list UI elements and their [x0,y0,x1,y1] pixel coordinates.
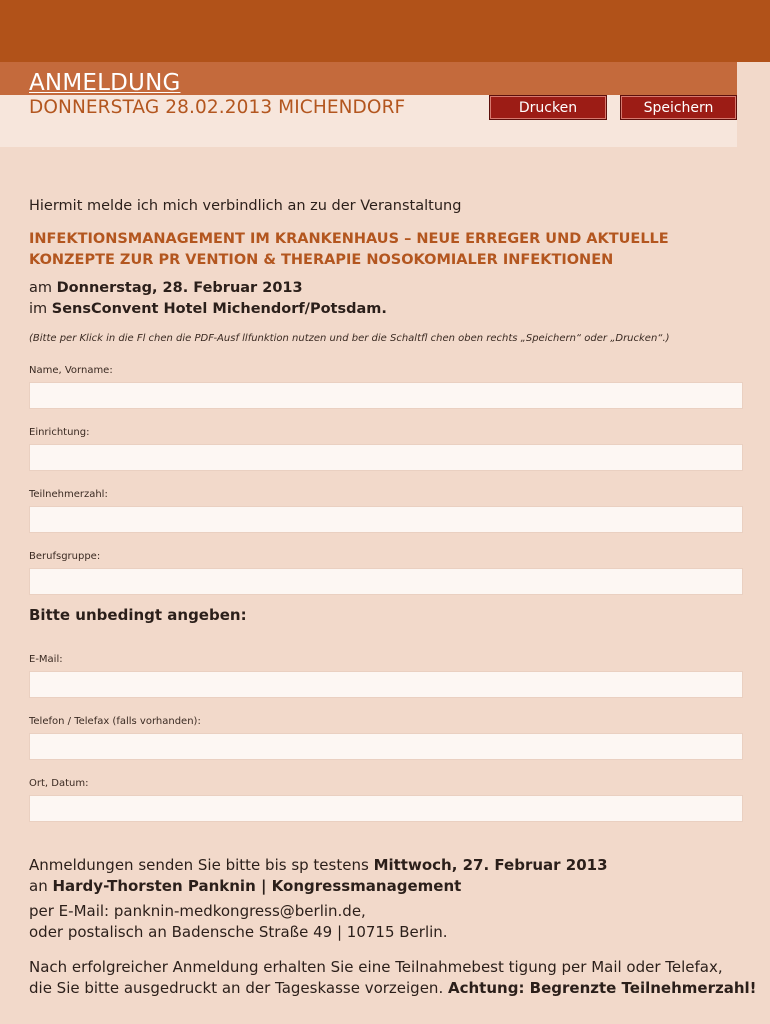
phone-field[interactable] [29,733,743,760]
event-day: Donnerstag, 28. Februar 2013 [56,280,303,296]
event-venue: SensConvent Hotel Michendorf/Potsdam. [51,301,387,317]
institution-label: Einrichtung: [29,427,90,438]
name-label: Name, Vorname: [29,365,113,376]
event-date: DONNERSTAG 28.02.2013 MICHENDORF [29,97,406,118]
recipient-line [29,877,461,895]
recipient-name: Hardy-Thorsten Panknin | Kongressmanagement [52,877,462,895]
event-where [29,301,387,317]
deadline-text: Anmeldungen senden Sie bitte bis sp testens [29,856,369,874]
fill-hint: (Bitte per Klick in die Fl chen die PDF-Ausf llfunktion nutzen und ber die Schaltfl chen oben rechts „Speichern“ oder „Drucken“.) [29,333,670,344]
intro-text: Hiermit melde ich mich verbindlich an zu der Veranstaltung [29,198,462,214]
email-contact-line: per E-Mail: panknin-medkongress@berlin.de, [29,902,366,920]
capacity-warning: Achtung: Begrenzte Teilnehmerzahl! [448,979,757,997]
event-name-line-1: INFEKTIONSMANAGEMENT IM KRANKENHAUS – NEUE ERREGER UND AKTUELLE [29,231,669,247]
where-prefix: im [29,301,48,317]
deadline-line [29,856,608,874]
place-date-field[interactable] [29,795,743,822]
confirmation-line-2 [29,979,757,997]
institution-field[interactable] [29,444,743,471]
name-field[interactable] [29,382,743,409]
deadline-date: Mittwoch, 27. Februar 2013 [373,856,608,874]
print-button[interactable]: Drucken [489,95,607,120]
save-button[interactable]: Speichern [620,95,737,120]
event-name [29,229,749,271]
confirmation-line-1: Nach erfolgreicher Anmeldung erhalten Sie eine Teilnahmebest tigung per Mail oder Telefax, [29,958,723,976]
page-title: ANMELDUNG [29,70,181,96]
phone-label: Telefon / Telefax (falls vorhanden): [29,716,201,727]
participants-field[interactable] [29,506,743,533]
required-heading: Bitte unbedingt angeben: [29,606,247,624]
recipient-prefix: an [29,877,48,895]
header-band [0,0,770,62]
place-date-label: Ort, Datum: [29,778,89,789]
profession-field[interactable] [29,568,743,595]
event-name-line-2: KONZEPTE ZUR PR VENTION & THERAPIE NOSOKOMIALER INFEKTIONEN [29,252,614,268]
event-when [29,280,303,296]
email-field[interactable] [29,671,743,698]
participants-label: Teilnehmerzahl: [29,489,108,500]
confirmation-text: die Sie bitte ausgedruckt an der Tageskasse vorzeigen. [29,979,444,997]
postal-contact-line: oder postalisch an Badensche Straße 49 | 10715 Berlin. [29,923,448,941]
profession-label: Berufsgruppe: [29,551,101,562]
when-prefix: am [29,280,53,296]
email-label: E-Mail: [29,654,63,665]
